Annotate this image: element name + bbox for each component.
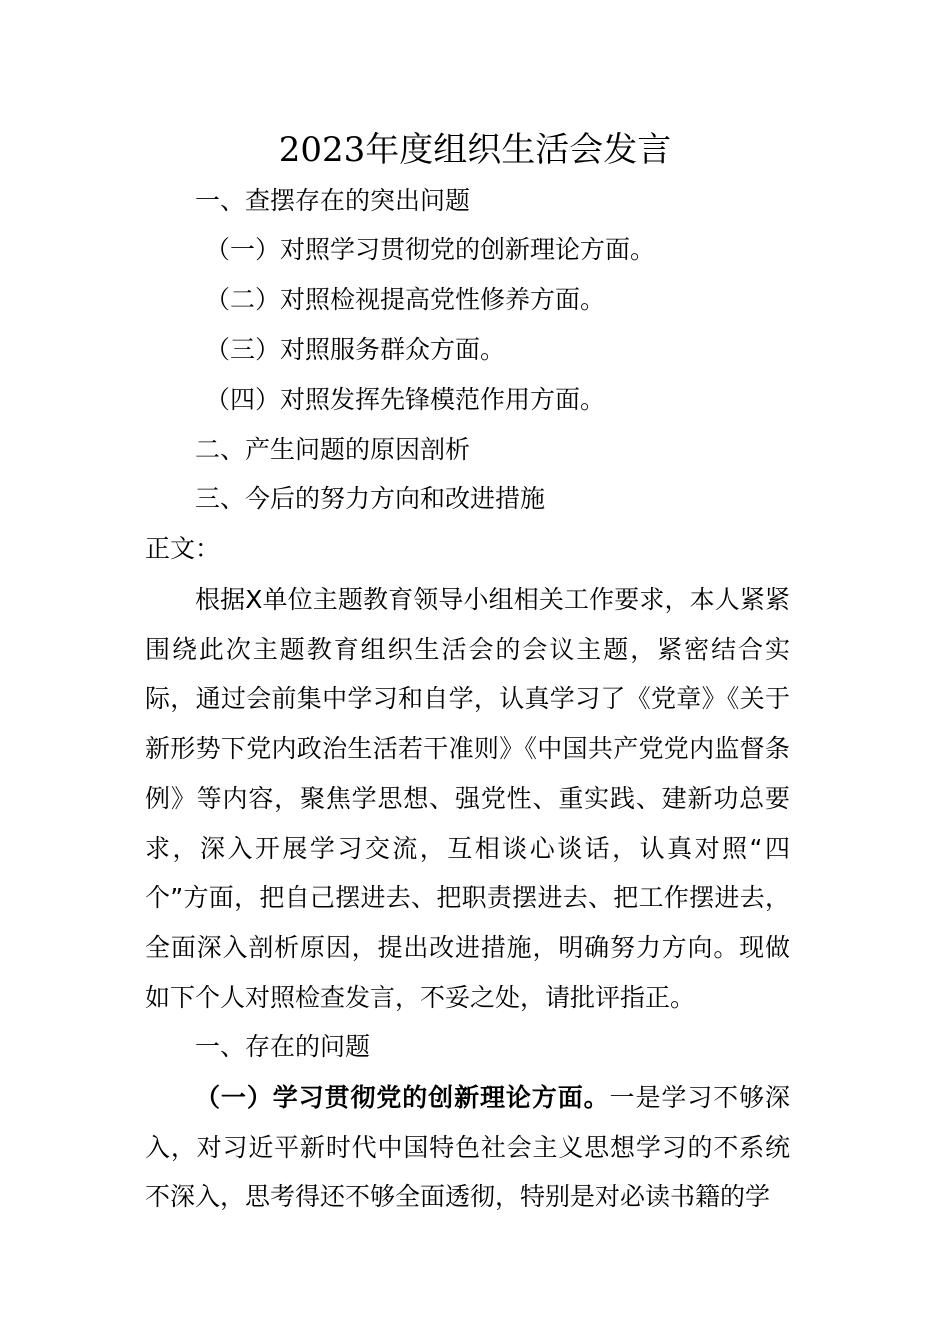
outline-item-6: 二、产生问题的原因剖析 [195, 435, 471, 464]
section1-sub-heading: （一）学习贯彻党的创新理论方面。 [195, 1083, 610, 1112]
outline-item-5: （四）对照发挥先锋模范作用方面。 [205, 385, 606, 414]
body-label: 正文： [145, 534, 221, 563]
section1-heading: 一、存在的问题 [195, 1032, 371, 1061]
section1-sub-text: 一是学习不够深入，对习近平新时代中国特色社会主义思想学习的不系统不深入，思考得还不够全面透彻，特别是对必读书籍的学 [145, 1083, 790, 1212]
outline-item-1: 一、查摆存在的突出问题 [195, 186, 471, 215]
outline-item-3: （二）对照检视提高党性修养方面。 [205, 285, 606, 314]
document-title: 2023年度组织生活会发言 [278, 130, 672, 170]
outline-item-7: 三、今后的努力方向和改进措施 [195, 484, 546, 513]
intro-paragraph: 根据X单位主题教育领导小组相关工作要求，本人紧紧围绕此次主题教育组织生活会的会议主题，紧密结合实际，通过会前集中学习和自学，认真学习了《党章》《关于新形势下党内政治生活若干准则》《中国共产党党内监督条例》等内容，聚焦学思想、强党性、重实践、建新功总要求，深入开展学习交流，互相谈心谈话，认真对照“四个”方面，把自己摆进去、把职责摆进去、把工作摆进去，全面深入剖析原因，提出改进措施，明确努力方向。现做如下个人对照检查发言，不妥之处，请批评指正。 [145, 585, 790, 1012]
outline-item-2: （一）对照学习贯彻党的创新理论方面。 [205, 235, 656, 264]
outline-item-4: （三）对照服务群众方面。 [205, 335, 506, 364]
section1-paragraph [145, 1073, 790, 1222]
